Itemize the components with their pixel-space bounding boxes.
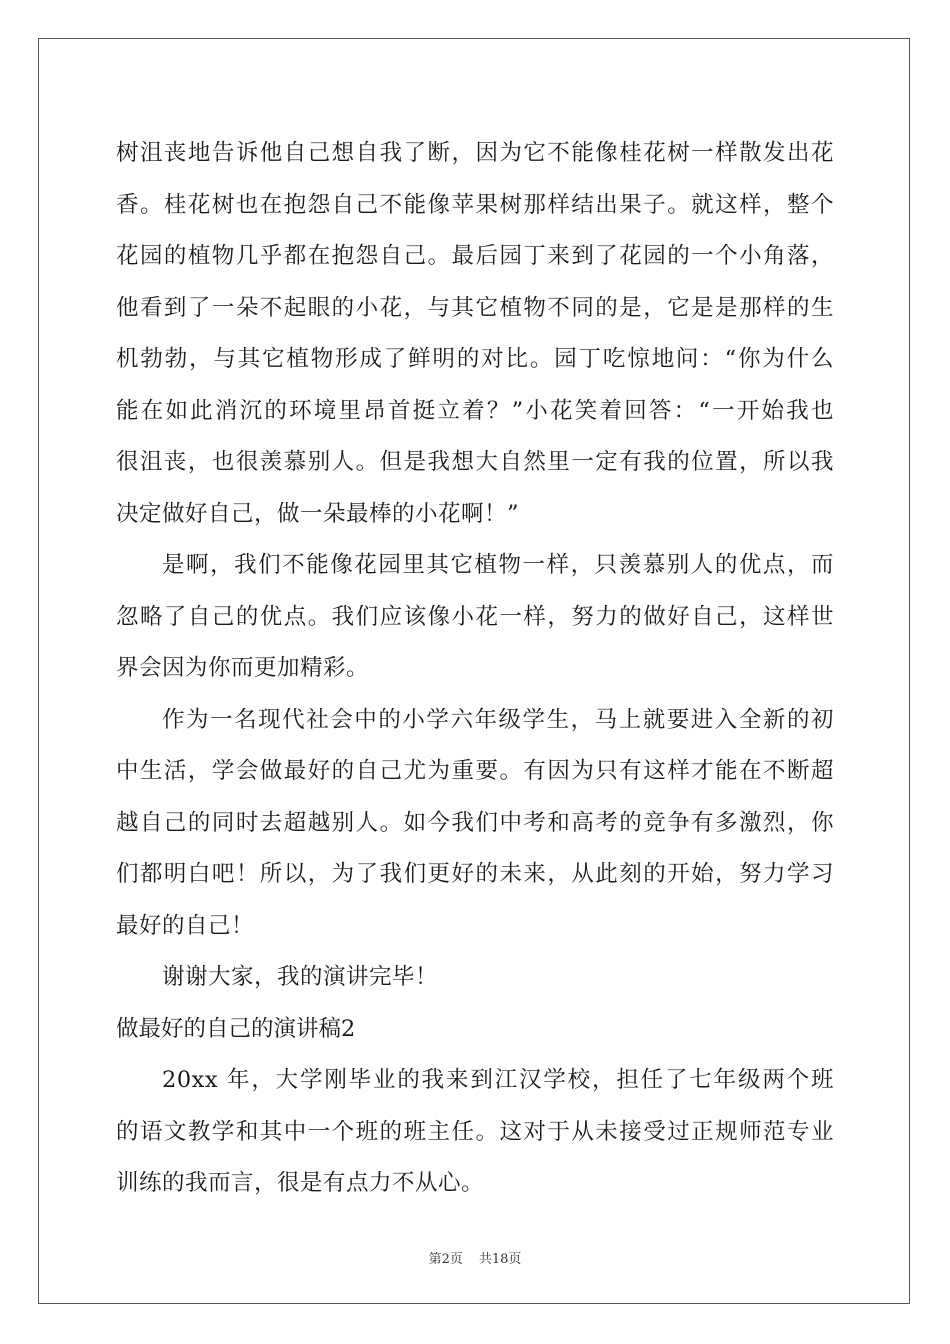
text-line: 机勃勃，与其它植物形成了鲜明的对比。园丁吃惊地问：“你为什么 — [116, 346, 834, 372]
text-line: 们都明白吧！所以，为了我们更好的未来，从此刻的开始，努力学习 — [116, 861, 834, 887]
paragraph-start-line: 作为一名现代社会中的小学六年级学生，马上就要进入全新的初 — [162, 706, 834, 733]
text-line: 很沮丧，也很羡慕别人。但是我想大自然里一定有我的位置，所以我 — [116, 449, 834, 475]
text-line: 花园的植物几乎都在抱怨自己。最后园丁来到了花园的一个小角落， — [116, 243, 834, 269]
text-line: 中生活，学会做最好的自己尤为重要。有因为只有这样才能在不断超 — [116, 758, 834, 784]
paragraph-start-line: 谢谢大家，我的演讲完毕！ — [162, 964, 439, 990]
text-line: 忽略了自己的优点。我们应该像小花一样，努力的做好自己，这样世 — [116, 603, 834, 630]
document-body — [116, 128, 834, 1210]
text-line: 界会因为你而更加精彩。 — [116, 655, 370, 681]
paragraph-start-line: 20xx 年，大学刚毕业的我来到江汉学校，担任了七年级两个班 — [162, 1067, 834, 1093]
page-total: 共18页 — [478, 1252, 522, 1267]
text-line: 最好的自己！ — [116, 912, 255, 939]
text-line: 树沮丧地告诉他自己想自我了断，因为它不能像桂花树一样散发出花 — [116, 140, 834, 166]
paragraph-start-line: 是啊，我们不能像花园里其它植物一样，只羡慕别人的优点，而 — [162, 552, 834, 578]
text-line: 他看到了一朵不起眼的小花，与其它植物不同的是，它是是那样的生 — [116, 294, 834, 321]
text-line: 越自己的同时去超越别人。如今我们中考和高考的竞争有多激烈，你 — [116, 809, 834, 836]
page-footer — [0, 1248, 950, 1267]
text-line: 能在如此消沉的环境里昂首挺立着？”小花笑着回答：“一开始我也 — [116, 397, 834, 424]
section-heading: 做最好的自己的演讲稿2 — [116, 1015, 356, 1042]
text-line: 训练的我而言，很是有点力不从心。 — [116, 1170, 485, 1196]
text-line: 决定做好自己，做一朵最棒的小花啊！” — [116, 500, 520, 527]
page-number: 第2页 — [428, 1252, 463, 1267]
text-line: 的语文教学和其中一个班的班主任。这对于从未接受过正规师范专业 — [116, 1118, 834, 1145]
text-line: 香。桂花树也在抱怨自己不能像苹果树那样结出果子。就这样，整个 — [116, 191, 834, 218]
